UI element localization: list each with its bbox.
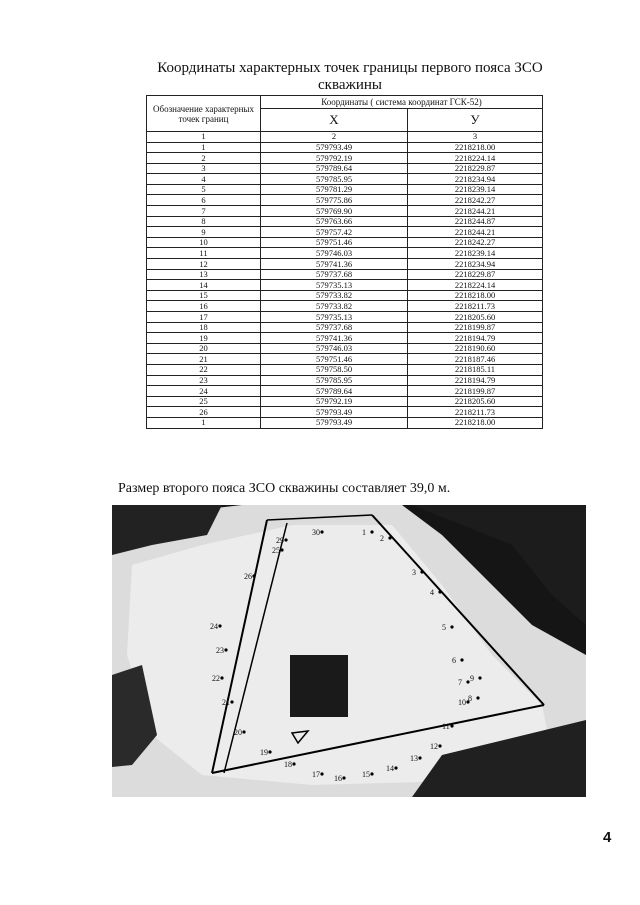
y-coordinate-cell: 2218239.14 bbox=[408, 248, 543, 259]
x-coordinate-cell: 579792.19 bbox=[261, 396, 408, 407]
x-coordinate-cell: 579758.50 bbox=[261, 364, 408, 375]
table-row bbox=[147, 216, 543, 227]
zone-scheme-photo bbox=[112, 505, 586, 797]
y-coordinate-cell: 2218234.94 bbox=[408, 259, 543, 270]
point-number-cell: 12 bbox=[147, 259, 261, 270]
table-row bbox=[147, 312, 543, 323]
point-label: 19 bbox=[260, 748, 268, 757]
x-coordinate-cell: 579746.03 bbox=[261, 248, 408, 259]
table-row bbox=[147, 407, 543, 418]
x-coordinate-cell: 579737.68 bbox=[261, 269, 408, 280]
point-label: 25 bbox=[272, 546, 280, 555]
point-number-cell: 18 bbox=[147, 322, 261, 333]
table-row bbox=[147, 375, 543, 386]
table-row bbox=[147, 322, 543, 333]
x-coordinate-cell: 579751.46 bbox=[261, 354, 408, 365]
table-row bbox=[147, 290, 543, 301]
point-label: 2 bbox=[380, 534, 384, 543]
x-coordinate-cell: 579789.64 bbox=[261, 163, 408, 174]
y-coordinate-cell: 2218185.11 bbox=[408, 364, 543, 375]
point-label: 11 bbox=[442, 722, 450, 731]
boundary-point-dot bbox=[230, 700, 233, 703]
y-coordinate-cell: 2218199.87 bbox=[408, 386, 543, 397]
y-coordinate-cell: 2218239.14 bbox=[408, 184, 543, 195]
building-dark-area bbox=[290, 655, 348, 717]
x-coordinate-cell: 579741.36 bbox=[261, 259, 408, 270]
y-coordinate-cell: 2218218.00 bbox=[408, 290, 543, 301]
point-number-cell: 5 bbox=[147, 184, 261, 195]
x-coordinate-cell: 579781.29 bbox=[261, 184, 408, 195]
y-coordinate-cell: 2218218.00 bbox=[408, 142, 543, 153]
boundary-point-dot bbox=[280, 548, 283, 551]
table-row bbox=[147, 142, 543, 153]
point-number-cell: 14 bbox=[147, 280, 261, 291]
boundary-point-dot bbox=[224, 648, 227, 651]
table-row bbox=[147, 195, 543, 206]
y-coordinate-cell: 2218224.14 bbox=[408, 280, 543, 291]
point-label: 8 bbox=[468, 694, 472, 703]
x-coordinate-cell: 579775.86 bbox=[261, 195, 408, 206]
y-coordinate-cell: 2218194.79 bbox=[408, 333, 543, 344]
point-label: 5 bbox=[442, 623, 446, 632]
point-label: 30 bbox=[312, 528, 320, 537]
point-label: 9 bbox=[470, 674, 474, 683]
point-label: 21 bbox=[222, 698, 230, 707]
boundary-point-dot bbox=[342, 776, 345, 779]
point-label: 24 bbox=[210, 622, 218, 631]
x-coordinate-cell: 579741.36 bbox=[261, 333, 408, 344]
point-number-cell: 6 bbox=[147, 195, 261, 206]
table-row bbox=[147, 343, 543, 354]
table-row bbox=[147, 174, 543, 185]
x-coordinate-cell: 579751.46 bbox=[261, 237, 408, 248]
title-line-2: скважины bbox=[318, 77, 382, 93]
x-coordinate-cell: 579793.49 bbox=[261, 407, 408, 418]
boundary-point-dot bbox=[268, 750, 271, 753]
point-number-cell: 24 bbox=[147, 386, 261, 397]
zone-scheme-drawing bbox=[112, 505, 586, 797]
point-number-cell: 1 bbox=[147, 142, 261, 153]
y-coordinate-cell: 2218244.87 bbox=[408, 216, 543, 227]
y-coordinate-cell: 2218224.14 bbox=[408, 153, 543, 164]
point-label: 10 bbox=[458, 698, 466, 707]
col-header-designation: Обозначение характерных точек границ bbox=[147, 96, 261, 132]
point-number-cell: 13 bbox=[147, 269, 261, 280]
point-label: 12 bbox=[430, 742, 438, 751]
point-label: 23 bbox=[216, 646, 224, 655]
x-coordinate-cell: 579793.49 bbox=[261, 417, 408, 428]
point-number-cell: 20 bbox=[147, 343, 261, 354]
boundary-point-dot bbox=[218, 624, 221, 627]
point-label: 6 bbox=[452, 656, 456, 665]
y-coordinate-cell: 2218205.60 bbox=[408, 396, 543, 407]
point-number-cell: 17 bbox=[147, 312, 261, 323]
table-row bbox=[147, 417, 543, 428]
y-coordinate-cell: 2218211.73 bbox=[408, 407, 543, 418]
y-coordinate-cell: 2218229.87 bbox=[408, 269, 543, 280]
column-index: 3 bbox=[408, 132, 543, 143]
y-coordinate-cell: 2218242.27 bbox=[408, 195, 543, 206]
x-coordinate-cell: 579763.66 bbox=[261, 216, 408, 227]
table-row bbox=[147, 354, 543, 365]
y-coordinate-cell: 2218229.87 bbox=[408, 163, 543, 174]
point-label: 17 bbox=[312, 770, 320, 779]
boundary-point-dot bbox=[394, 766, 397, 769]
table-row bbox=[147, 396, 543, 407]
point-number-cell: 22 bbox=[147, 364, 261, 375]
table-row bbox=[147, 333, 543, 344]
boundary-point-dot bbox=[476, 696, 479, 699]
table-row bbox=[147, 364, 543, 375]
boundary-point-dot bbox=[460, 658, 463, 661]
title-line-1: Координаты характерных точек границы первого пояса ЗСО bbox=[157, 60, 543, 76]
boundary-point-dot bbox=[320, 530, 323, 533]
boundary-point-dot bbox=[438, 590, 441, 593]
page-number: 4 bbox=[603, 829, 612, 846]
column-index-row bbox=[147, 132, 543, 143]
table-row bbox=[147, 237, 543, 248]
point-label: 13 bbox=[410, 754, 418, 763]
y-coordinate-cell: 2218242.27 bbox=[408, 237, 543, 248]
point-number-cell: 10 bbox=[147, 237, 261, 248]
point-number-cell: 11 bbox=[147, 248, 261, 259]
y-coordinate-cell: 2218194.79 bbox=[408, 375, 543, 386]
boundary-point-dot bbox=[438, 744, 441, 747]
point-label: 3 bbox=[412, 568, 416, 577]
table-row bbox=[147, 248, 543, 259]
boundary-point-dot bbox=[320, 772, 323, 775]
x-coordinate-cell: 579735.13 bbox=[261, 280, 408, 291]
point-label: 26 bbox=[244, 572, 252, 581]
point-number-cell: 25 bbox=[147, 396, 261, 407]
table-row bbox=[147, 259, 543, 270]
boundary-point-dot bbox=[370, 530, 373, 533]
y-coordinate-cell: 2218205.60 bbox=[408, 312, 543, 323]
point-label: 20 bbox=[234, 728, 242, 737]
x-coordinate-cell: 579733.82 bbox=[261, 301, 408, 312]
point-label: 16 bbox=[334, 774, 342, 783]
table-row bbox=[147, 163, 543, 174]
point-number-cell: 2 bbox=[147, 153, 261, 164]
table-row bbox=[147, 269, 543, 280]
y-coordinate-cell: 2218187.46 bbox=[408, 354, 543, 365]
column-index: 1 bbox=[147, 132, 261, 143]
y-coordinate-cell: 2218199.87 bbox=[408, 322, 543, 333]
table-row bbox=[147, 280, 543, 291]
boundary-point-dot bbox=[292, 762, 295, 765]
boundary-point-dot bbox=[450, 625, 453, 628]
point-number-cell: 21 bbox=[147, 354, 261, 365]
x-coordinate-cell: 579746.03 bbox=[261, 343, 408, 354]
boundary-point-dot bbox=[388, 536, 391, 539]
table-row bbox=[147, 386, 543, 397]
boundary-point-dot bbox=[220, 676, 223, 679]
y-coordinate-cell: 2218234.94 bbox=[408, 174, 543, 185]
point-number-cell: 19 bbox=[147, 333, 261, 344]
y-coordinate-cell: 2218211.73 bbox=[408, 301, 543, 312]
point-label: 1 bbox=[362, 528, 366, 537]
point-number-cell: 4 bbox=[147, 174, 261, 185]
point-label: 7 bbox=[458, 678, 462, 687]
point-label: 15 bbox=[362, 770, 370, 779]
point-number-cell: 3 bbox=[147, 163, 261, 174]
table-row bbox=[147, 153, 543, 164]
table-row bbox=[147, 301, 543, 312]
boundary-point-dot bbox=[418, 756, 421, 759]
point-number-cell: 9 bbox=[147, 227, 261, 238]
x-coordinate-cell: 579785.95 bbox=[261, 174, 408, 185]
x-coordinate-cell: 579737.68 bbox=[261, 322, 408, 333]
point-label: 14 bbox=[386, 764, 394, 773]
table-row bbox=[147, 227, 543, 238]
point-number-cell: 8 bbox=[147, 216, 261, 227]
col-header-coordinates: Координаты ( система координат ГСК-52) bbox=[261, 96, 543, 109]
y-coordinate-cell: 2218244.21 bbox=[408, 227, 543, 238]
point-number-cell: 23 bbox=[147, 375, 261, 386]
point-number-cell: 26 bbox=[147, 407, 261, 418]
y-coordinate-cell: 2218244.21 bbox=[408, 206, 543, 217]
boundary-point-dot bbox=[478, 676, 481, 679]
x-coordinate-cell: 579733.82 bbox=[261, 290, 408, 301]
point-number-cell: 15 bbox=[147, 290, 261, 301]
point-label: 18 bbox=[284, 760, 292, 769]
x-coordinate-cell: 579793.49 bbox=[261, 142, 408, 153]
point-number-cell: 7 bbox=[147, 206, 261, 217]
point-number-cell: 16 bbox=[147, 301, 261, 312]
point-label: 4 bbox=[430, 588, 434, 597]
boundary-point-dot bbox=[252, 574, 255, 577]
x-coordinate-cell: 579785.95 bbox=[261, 375, 408, 386]
boundary-point-dot bbox=[370, 772, 373, 775]
page-title bbox=[140, 60, 560, 94]
table-row bbox=[147, 206, 543, 217]
x-coordinate-cell: 579757.42 bbox=[261, 227, 408, 238]
boundary-point-dot bbox=[420, 570, 423, 573]
point-label: 22 bbox=[212, 674, 220, 683]
x-coordinate-cell: 579792.19 bbox=[261, 153, 408, 164]
x-coordinate-cell: 579789.64 bbox=[261, 386, 408, 397]
column-index: 2 bbox=[261, 132, 408, 143]
y-coordinate-cell: 2218218.00 bbox=[408, 417, 543, 428]
boundary-point-dot bbox=[450, 724, 453, 727]
col-header-y: У bbox=[408, 109, 543, 132]
boundary-point-dot bbox=[284, 538, 287, 541]
x-coordinate-cell: 579735.13 bbox=[261, 312, 408, 323]
second-zone-size-note: Размер второго пояса ЗСО скважины составляет 39,0 м. bbox=[118, 481, 451, 496]
boundary-point-dot bbox=[242, 730, 245, 733]
x-coordinate-cell: 579769.90 bbox=[261, 206, 408, 217]
y-coordinate-cell: 2218190.60 bbox=[408, 343, 543, 354]
col-header-x: X bbox=[261, 109, 408, 132]
coordinates-table-body bbox=[147, 142, 543, 428]
coordinates-table bbox=[146, 95, 543, 429]
point-label: 29 bbox=[276, 536, 284, 545]
point-number-cell: 1 bbox=[147, 417, 261, 428]
table-row bbox=[147, 184, 543, 195]
